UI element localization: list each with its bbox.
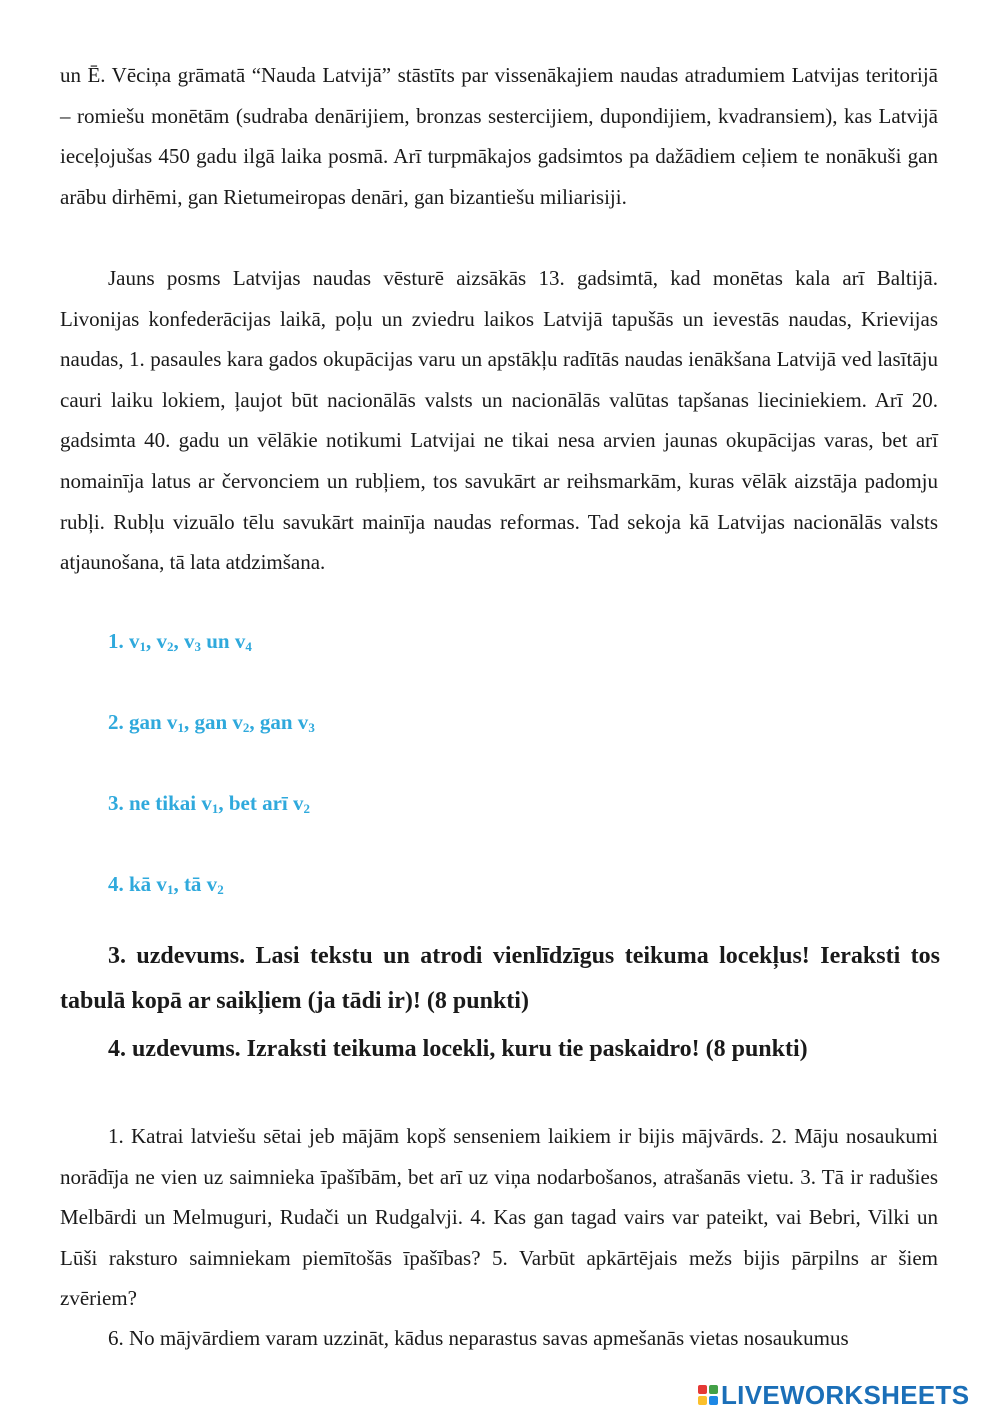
conjunction-option-1: 1. $v_1$, $v_2$, $v_3$ un $v_4$	[108, 629, 252, 654]
exercise-paragraph-2-text: 6. No mājvārdiem varam uzzināt, kādus neparastus savas apmešanās vietas nosaukumus	[108, 1326, 849, 1350]
logo-square-yellow	[698, 1396, 707, 1405]
logo-square-blue	[709, 1396, 718, 1405]
reading-paragraph-1: un Ē. Vēciņa grāmatā “Nauda Latvijā” stāstīts par vissenākajiem naudas atradumiem Latvijas teritorijā – romiešu monētām (sudraba denārijiem, bronzas sestercijiem, dupondijiem, kvadransiem), kas Latvijā ieceļojušas 450 gadu ilgā laika posmā. Arī turpmākajos gadsimtos pa dažādiem ceļiem te nonākuši gan arābu dirhēmi, gan Rietumeiropas denāri, gan bizantiešu miliarisiji.	[60, 63, 938, 209]
reading-paragraph-2	[60, 258, 938, 583]
conjunction-option-4: 4. kā $v_1$, tā $v_2$	[108, 872, 224, 897]
liveworksheets-logo	[698, 1380, 969, 1410]
liveworksheets-logo-text: LIVEWORKSHEETS	[721, 1379, 970, 1410]
reading-paragraph-2-text: Jauns posms Latvijas naudas vēsturē aizsākās 13. gadsimtā, kad monētas kala arī Baltijā. Livonijas konfederācijas laikā, poļu un zviedru laikos Latvijā tapušās un ievestās naudas, Krievijas naudas, 1. pasaules kara gados okupācijas varu un apstākļu radītās naudas ienākšana Latvijā ved lasītāju cauri laiku lokiem, ļaujot būt nacionālās valsts un nacionālās valūtas tapšanas lieciniekiem. Arī 20. gadsimta 40. gadu un vēlākie notikumi Latvijai ne tikai nesa arvien jaunas okupācijas varas, bet arī nomainīja latus ar červonciem un rubļiem, tos savukārt ar reihsmarkām, kuras vēlāk aizstāja padomju rubļi. Rubļu vizuālo tēlu savukārt mainīja naudas reformas. Tad sekoja kā Latvijas nacionālās valsts atjaunošana, tā lata atdzimšana.	[60, 266, 938, 575]
conjunction-option-3: 3. ne tikai $v_1$, bet arī $v_2$	[108, 791, 310, 816]
exercise-paragraph-2	[60, 1318, 938, 1359]
exercise-paragraph-1-text: 1. Katrai latviešu sētai jeb mājām kopš senseniem laikiem ir bijis mājvārds. 2. Māju nosaukumi norādīja ne vien uz saimnieka īpašībām, bet arī uz viņa nodarbošanos, atrašanās vietu. 3. Tā ir radušies Melbārdi un Melmuguri, Rudači un Rudgalvji. 4. Kas gan tagad vairs var pateikt, vai Bebri, Vilki un Lūši raksturo saimniekam piemītošās īpašības? 5. Varbūt apkārtējais mežs bijis pārpilns ar šiem zvēriem?	[60, 1124, 938, 1311]
task-3-heading	[60, 934, 940, 1024]
task-3-text: 3. uzdevums. Lasi tekstu un atrodi vienlīdzīgus teikuma locekļus! Ieraksti tos tabulā kopā ar saikļiem (ja tādi ir)! (8 punkti)	[60, 943, 940, 1014]
logo-square-green	[709, 1385, 718, 1394]
logo-square-red	[698, 1385, 707, 1394]
conjunction-option-2: 2. gan $v_1$, gan $v_2$, gan $v_3$	[108, 710, 315, 735]
exercise-paragraph-1	[60, 1116, 938, 1319]
task-4-heading	[60, 1027, 940, 1072]
liveworksheets-logo-icon	[698, 1385, 718, 1405]
task-4-text: 4. uzdevums. Izraksti teikuma locekli, kuru tie paskaidro! (8 punkti)	[108, 1036, 808, 1062]
